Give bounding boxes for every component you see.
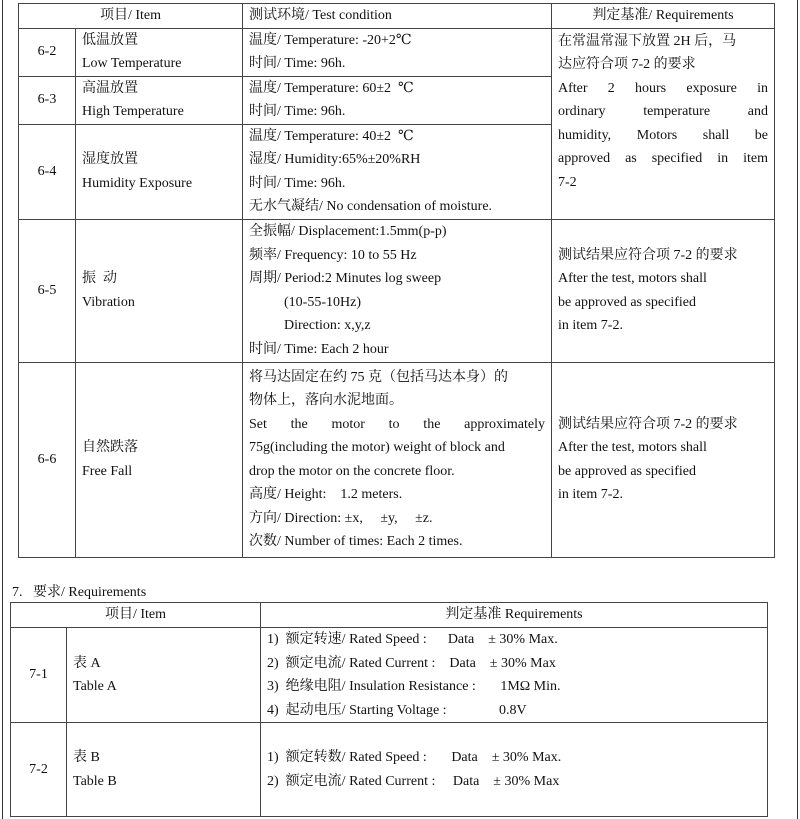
req-line: 达应符合项 7-2 的要求 [558,57,696,72]
condition-line: 温度/ Temperature: 40±2 ℃ [249,128,414,144]
header-condition: 测试环境/ Test condition [243,4,552,29]
condition-line: 时间/ Time: 96h. [249,175,346,191]
item-name-cn: 表 A [73,655,101,671]
item-name [67,628,261,723]
item-number: 6-2 [19,28,76,76]
req-line: 2) 额定电流/ Rated Current : Data ± 30% Max [267,655,556,671]
requirements [552,362,775,557]
item-name [76,362,243,557]
condition-line: 湿度/ Humidity:65%±20%RH [249,152,421,167]
conditions [243,28,552,76]
condition-line: (10-55-10Hz) [249,294,361,310]
table-row [19,219,775,362]
req-line: 在常温常湿下放置 2H 后，马 [558,33,737,49]
condition-line: 温度/ Temperature: -20+2℃ [249,32,412,48]
item-name-cn: 自然跌落 [82,440,138,455]
req-line: 1) 额定转数/ Rated Speed : Data ± 30% Max. [267,750,562,765]
header-requirements: 判定基准/ Requirements [552,4,775,29]
requirements-table [10,602,768,817]
item-name-en: Low Temperature [82,56,182,71]
page-left-border [2,0,3,819]
item-name-en: Humidity Exposure [82,175,193,191]
requirements [261,628,768,723]
section-7-title: 7. 要求/ Requirements [12,585,147,600]
req-line: 7-2 [558,174,577,190]
req-line: ordinary temperature and [558,104,769,119]
item-name-cn: 高温放置 [82,80,138,96]
item-name-cn: 低温放置 [82,32,138,48]
page-right-border [797,0,798,819]
header-item: 项目/ Item [19,4,243,29]
req-line: After 2 hours exposure in [558,80,769,96]
req-line: 测试结果应符合项 7-2 的要求 [558,247,738,263]
header-item: 项目/ Item [11,603,261,628]
req-line: After the test, motors shall [558,440,707,455]
table-header [11,603,768,628]
condition-line: 75g(including the motor) weight of block and [249,440,505,455]
item-name-cn: 湿度放置 [82,152,138,167]
item-name [76,76,243,124]
table-row [19,28,775,76]
condition-line: 周期/ Period:2 Minutes log sweep [249,271,442,286]
condition-line: 将马达固定在约 75 克（包括马达本身）的 [249,369,509,385]
condition-line: 高度/ Height: 1.2 meters. [249,487,403,502]
item-name-en: Vibration [82,294,135,310]
req-line: humidity, Motors shall be [558,127,769,143]
req-line: After the test, motors shall [558,271,707,286]
conditions [243,76,552,124]
table-row [11,723,768,817]
condition-line: 时间/ Time: Each 2 hour [249,341,389,357]
req-line: approved as specified in item [558,151,769,166]
item-number: 6-4 [19,124,76,219]
condition-line: 频率/ Frequency: 10 to 55 Hz [249,247,417,263]
item-name [76,219,243,362]
item-number: 6-3 [19,76,76,124]
condition-line: 时间/ Time: 96h. [249,56,346,71]
test-table [18,3,775,558]
item-number: 7-2 [11,723,67,817]
requirements [552,219,775,362]
req-line: 1) 额定转速/ Rated Speed : Data ± 30% Max. [267,632,558,647]
condition-line: Direction: x,y,z [249,318,371,333]
item-number: 6-6 [19,362,76,557]
condition-line: 物体上，落向水泥地面。 [249,393,404,408]
requirements-group [552,28,775,219]
item-name-en: Free Fall [82,463,133,479]
conditions [243,124,552,219]
req-line: be approved as specified [558,294,697,310]
table-header [19,4,775,29]
req-line: be approved as specified [558,463,697,479]
item-name-cn: 振 动 [82,271,117,286]
conditions [243,362,552,557]
item-name [76,124,243,219]
item-number: 6-5 [19,219,76,362]
requirements [261,723,768,817]
item-number: 7-1 [11,628,67,723]
item-name-en: High Temperature [82,104,184,119]
req-line: 测试结果应符合项 7-2 的要求 [558,416,738,432]
condition-line: 全振幅/ Displacement:1.5mm(p-p) [249,224,447,239]
item-name-cn: 表 B [73,750,100,765]
req-line: 3) 绝缘电阻/ Insulation Resistance : 1MΩ Min. [267,679,561,694]
condition-line: 方向/ Direction: ±x, ±y, ±z. [249,510,433,526]
req-line: in item 7-2. [558,318,623,333]
condition-line: Set the motor to the approximately [249,416,546,432]
item-name-en: Table A [73,679,117,694]
condition-line: 次数/ Number of times: Each 2 times. [249,534,463,549]
item-name-en: Table B [73,773,117,789]
table-row [11,628,768,723]
header-requirements: 判定基准 Requirements [261,603,768,628]
conditions [243,219,552,362]
req-line: 4) 起动电压/ Starting Voltage : 0.8V [267,702,527,718]
condition-line: 温度/ Temperature: 60±2 ℃ [249,80,414,96]
req-line: 2) 额定电流/ Rated Current : Data ± 30% Max [267,773,560,789]
condition-line: 时间/ Time: 96h. [249,104,346,119]
table-row [19,362,775,557]
item-name [67,723,261,817]
condition-line: drop the motor on the concrete floor. [249,463,455,479]
req-line: in item 7-2. [558,487,623,502]
item-name [76,28,243,76]
condition-line: 无水气凝结/ No condensation of moisture. [249,199,493,214]
